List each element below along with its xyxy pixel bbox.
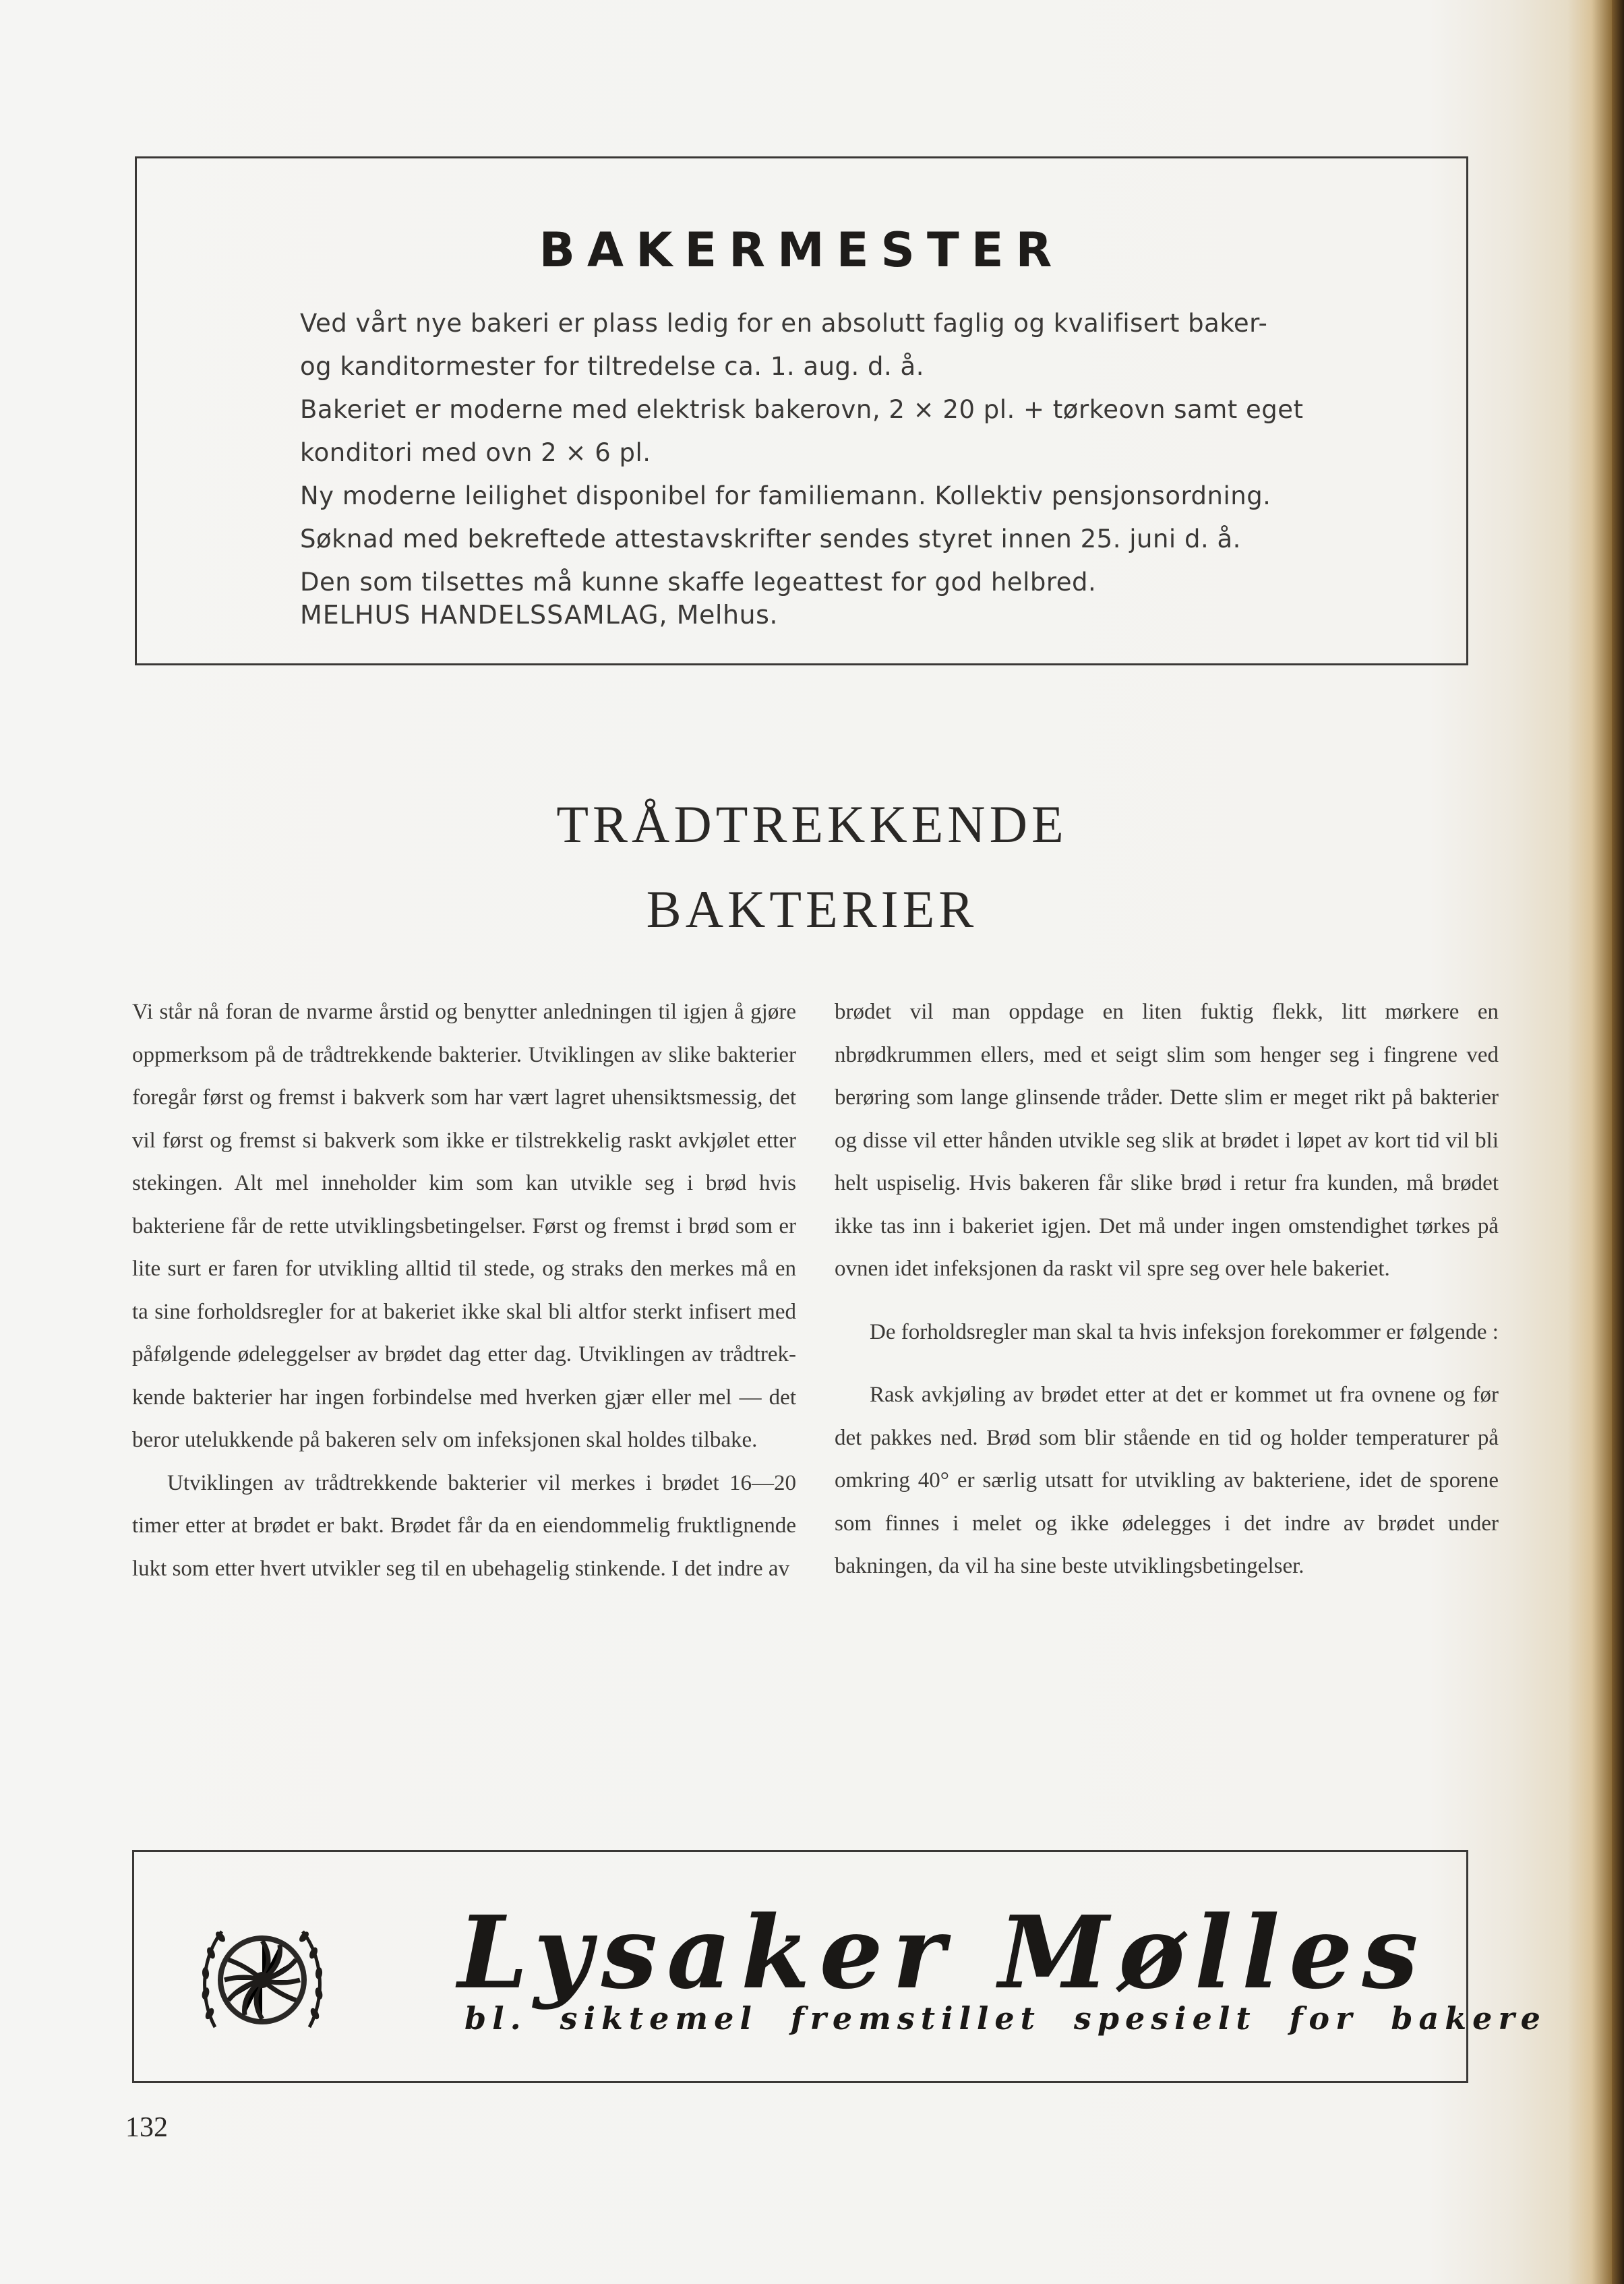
mill-wheel-wheat-icon bbox=[195, 1913, 330, 2047]
mill-advertisement-box bbox=[132, 1850, 1546, 2083]
article-paragraph: De forholdsregler man skal ta hvis infeksjon forekommer er følgende : bbox=[870, 1319, 1499, 1344]
mill-tagline: bl. siktemel fremstillet spesielt for bakere bbox=[464, 2000, 1546, 2037]
article-title-line-1: TRÅDTREKKENDE bbox=[556, 795, 1068, 853]
job-ad-signature-name: MELHUS HANDELSSAMLAG, bbox=[300, 600, 668, 630]
article-paragraph: Vi står nå foran de nvarme årstid og benytter anledningen til igjen å gjøre oppmerksom på de trådtrekkende bakterier. Utviklingen av slike bakterier foregår først og fremst i bakverk som har vært lagret uhensiktsmessig, det vil først og fremst si bakverk som ikke er tilstrekkelig raskt avkjølet etter stekingen. Alt mel inneholder kim som kan utvikle seg i brød hvis bakteriene får de rette utviklingsbetingelser. Først og fremst i brød som er lite surt er faren for utvikling alltid til stede, og straks den merkes må en ta sine forholdsregler for at bakeriet ikke skal bli altfor sterkt infisert med påfølgende ødeleggelser av brødet dag etter dag. Utviklingen av trådtrekkende bakterier har ingen forbindelse med hverken gjær eller mel — det beror utelukkende på bakeren selv om infeksjonen skal holdes tilbake. bbox=[132, 1000, 796, 1452]
article-title bbox=[0, 782, 1624, 952]
job-ad-line: Ved vårt nye bakeri er plass ledig for en absolutt faglig og kvalifisert baker- bbox=[300, 309, 1268, 338]
article-paragraph: brødet vil man oppdage en liten fuktig flekk, litt mørkere en nbrødkrummen ellers, med et seigt slim som henger seg i fingrene ved berøring som lange glinsende tråder. Dette slim er meget rikt på bakterier og disse vil etter hånden utvikle seg slik at brødet i løpet av kort tid vil bli helt uspiselig. Hvis bakeren får slike brød i retur fra kunden, må brødet ikke tas inn i bakeriet igjen. Det må under ingen omstendighet tørkes på ovnen idet infeksjonen da raskt vil spre seg over hele bakeriet. bbox=[835, 1000, 1499, 1281]
job-ad-line: Søknad med bekreftede attestavskrifter sendes styret innen 25. juni d. å. bbox=[300, 524, 1241, 553]
job-ad-line: Ny moderne leilighet disponibel for familiemann. Kollektiv pensjonsordning. bbox=[300, 481, 1271, 510]
job-ad-line: konditori med ovn 2 × 6 pl. bbox=[300, 438, 651, 467]
job-ad-title: BAKERMESTER bbox=[539, 222, 1064, 278]
article-column-left bbox=[132, 991, 796, 1590]
article-title-line-2: BAKTERIER bbox=[646, 880, 978, 938]
page-number: 132 bbox=[125, 2112, 168, 2143]
mill-brand-name: Lysaker Mølles bbox=[458, 1894, 1428, 2011]
job-ad-signature bbox=[300, 600, 778, 630]
job-advertisement-box bbox=[135, 156, 1468, 665]
article-paragraph: Rask avkjøling av brødet etter at det er kommet ut fra ovnene og før det pakkes ned. Brød som blir stående en tid og holder temperaturer på omkring 40° er særlig utsatt for utvikling av bakteriene, idet de sporene som finnes i melet og ikke ødelegges i det indre av brødet under bakningen, da vil ha sine beste utviklingsbetingelser. bbox=[835, 1383, 1499, 1578]
job-ad-line: og kanditormester for tiltredelse ca. 1. aug. d. å. bbox=[300, 352, 924, 381]
job-ad-line: Bakeriet er moderne med elektrisk bakerovn, 2 × 20 pl. + tørkeovn samt eget bbox=[300, 395, 1304, 424]
job-ad-body bbox=[300, 302, 1446, 604]
article-column-right bbox=[835, 991, 1499, 1588]
job-ad-signature-place: Melhus. bbox=[676, 600, 778, 630]
job-ad-line: Den som tilsettes må kunne skaffe legeattest for god helbred. bbox=[300, 568, 1097, 597]
book-spine-shadow bbox=[1612, 0, 1624, 2284]
article-paragraph: Utviklingen av trådtrekkende bakterier vil merkes i brødet 16—20 timer etter at brødet er bakt. Brødet får da en eiendommelig fruktlignende lukt som etter hvert utvikler seg til en ubehagelig stinkende. I det indre av bbox=[132, 1470, 796, 1581]
